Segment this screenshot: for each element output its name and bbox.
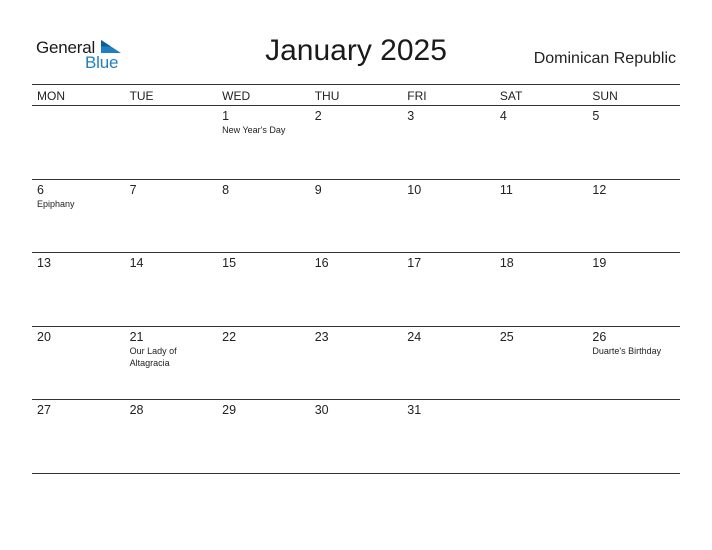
day-number: 24 xyxy=(407,329,422,344)
weekday-label: WED xyxy=(222,89,251,103)
day-cell xyxy=(402,400,495,474)
day-number: 2 xyxy=(314,109,322,123)
day-cell xyxy=(125,400,218,474)
day-number: 12 xyxy=(592,182,607,197)
day-number: 30 xyxy=(314,403,329,417)
day-cell xyxy=(310,327,403,401)
day-cell xyxy=(402,106,495,180)
holiday-label: Our Lady of Altagracia xyxy=(129,345,177,368)
day-number: 11 xyxy=(499,182,513,197)
day-cell xyxy=(32,180,125,254)
weekday-label: SAT xyxy=(499,89,523,103)
brand-name-general: General xyxy=(36,38,96,57)
day-number: 25 xyxy=(499,329,514,344)
day-cell xyxy=(32,327,125,401)
day-number: 28 xyxy=(129,403,144,417)
weekday-header xyxy=(32,84,680,106)
day-number: 29 xyxy=(222,403,237,417)
day-number: 7 xyxy=(129,182,137,197)
weekday-label: THU xyxy=(314,89,340,103)
day-number: 18 xyxy=(499,256,514,270)
holiday-label: Epiphany xyxy=(37,198,75,209)
day-cell xyxy=(32,253,125,327)
day-number: 22 xyxy=(222,329,237,344)
day-cell xyxy=(587,327,680,401)
brand-name-blue: Blue xyxy=(85,53,119,72)
day-cell xyxy=(217,253,310,327)
day-number: 10 xyxy=(407,182,422,197)
calendar-grid xyxy=(32,106,680,474)
weekday-label: TUE xyxy=(129,89,154,103)
day-number: 13 xyxy=(37,256,51,270)
day-number: 15 xyxy=(222,256,237,270)
weekday-label: MON xyxy=(37,89,65,103)
day-cell xyxy=(402,253,495,327)
day-cell xyxy=(310,400,403,474)
country-name: Dominican Republic xyxy=(533,50,676,67)
day-number: 19 xyxy=(592,256,607,270)
day-cell xyxy=(402,327,495,401)
day-number: 27 xyxy=(37,403,51,417)
day-number: 4 xyxy=(499,109,507,123)
day-cell xyxy=(32,106,125,180)
day-cell xyxy=(125,253,218,327)
day-number: 5 xyxy=(592,109,600,123)
weekday-label: FRI xyxy=(407,89,427,103)
weekday-label: SUN xyxy=(592,89,618,103)
day-cell xyxy=(125,327,218,401)
calendar-title: January 2025 xyxy=(265,34,447,67)
day-cell xyxy=(587,180,680,254)
day-cell xyxy=(125,106,218,180)
day-number: 3 xyxy=(407,109,415,123)
day-cell xyxy=(495,180,588,254)
day-cell xyxy=(310,253,403,327)
day-cell xyxy=(495,253,588,327)
day-cell xyxy=(217,400,310,474)
day-cell xyxy=(495,400,588,474)
day-cell xyxy=(587,106,680,180)
day-number: 14 xyxy=(129,256,144,270)
day-cell xyxy=(495,327,588,401)
day-number: 26 xyxy=(592,329,607,344)
day-cell xyxy=(587,400,680,474)
day-number: 23 xyxy=(314,329,329,344)
day-cell xyxy=(495,106,588,180)
day-number: 6 xyxy=(37,182,44,197)
holiday-label: New Year's Day xyxy=(222,125,286,135)
day-cell xyxy=(587,253,680,327)
day-cell xyxy=(310,180,403,254)
day-cell xyxy=(402,180,495,254)
day-number: 17 xyxy=(407,256,422,270)
day-number: 16 xyxy=(314,256,329,270)
day-number: 31 xyxy=(407,403,422,417)
day-cell xyxy=(310,106,403,180)
day-cell xyxy=(217,180,310,254)
day-number: 21 xyxy=(129,329,144,344)
day-cell xyxy=(125,180,218,254)
day-cell xyxy=(217,106,310,180)
day-number: 9 xyxy=(314,182,322,197)
day-number: 20 xyxy=(37,329,51,344)
holiday-label: Duarte's Birthday xyxy=(592,345,662,356)
day-number: 1 xyxy=(222,109,230,123)
day-cell xyxy=(32,400,125,474)
day-cell xyxy=(217,327,310,401)
day-number: 8 xyxy=(222,182,230,197)
